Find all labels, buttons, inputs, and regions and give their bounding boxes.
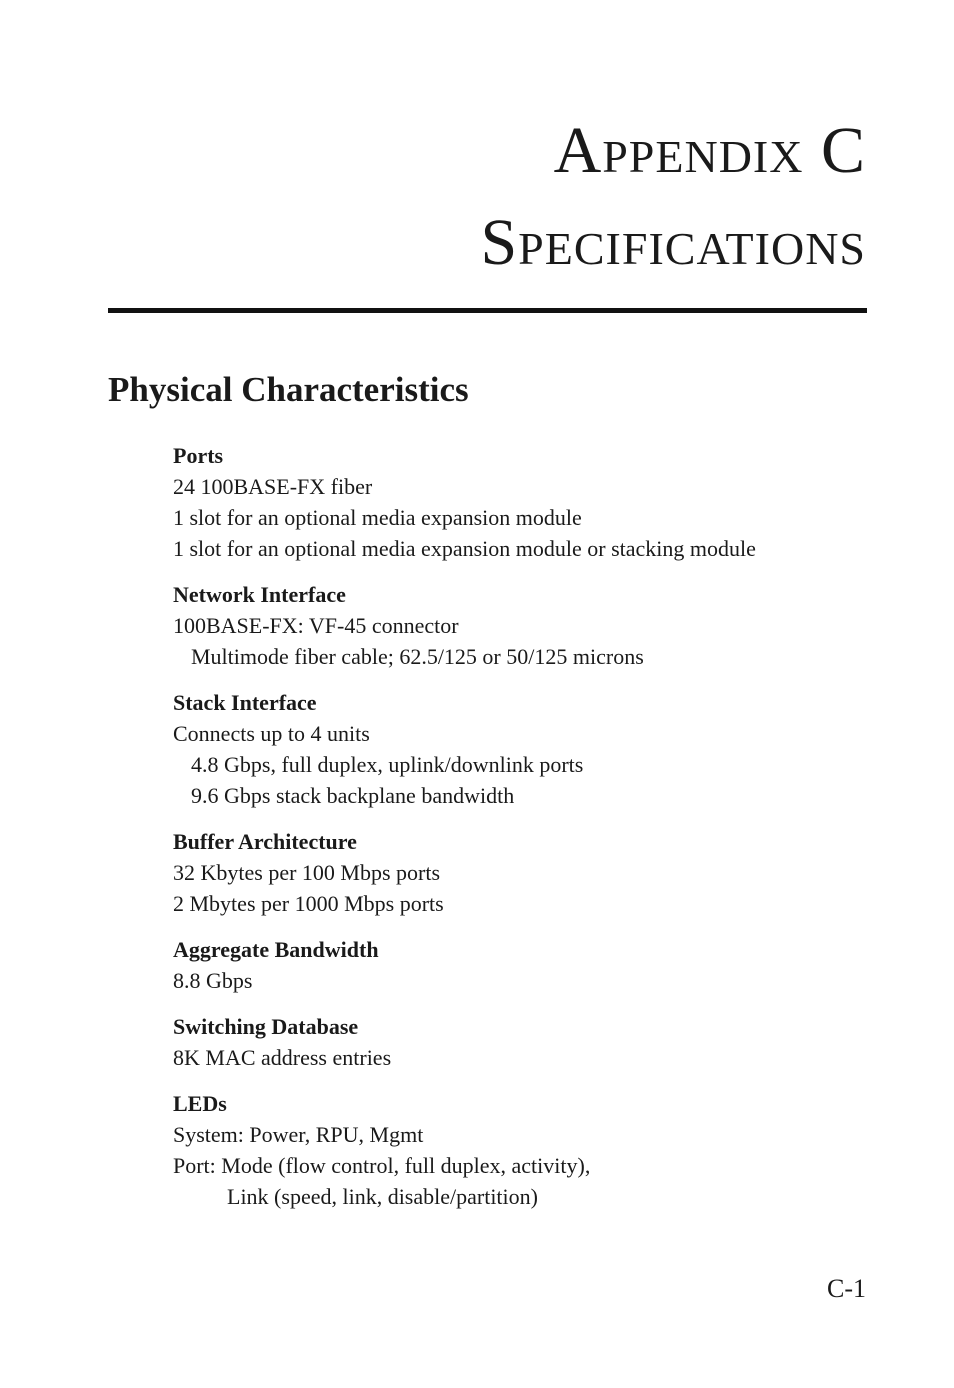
spec-line: 4.8 Gbps, full duplex, uplink/downlink ports: [191, 752, 584, 777]
spec-heading: LEDs: [173, 1091, 227, 1116]
spec-heading: Buffer Architecture: [173, 829, 357, 854]
spec-heading: Switching Database: [173, 1014, 359, 1039]
spec-block-leds: [173, 1088, 873, 1212]
spec-block-buffer-architecture: [173, 826, 873, 919]
spec-heading: Ports: [173, 443, 224, 468]
spec-heading: Network Interface: [173, 582, 346, 607]
spec-line: 8.8 Gbps: [173, 968, 253, 993]
spec-line: Multimode fiber cable; 62.5/125 or 50/125 microns: [191, 644, 644, 669]
spec-line: Link (speed, link, disable/partition): [227, 1184, 538, 1209]
page-number: C-1: [827, 1274, 866, 1303]
heading-rule: [108, 308, 867, 313]
spec-line: Connects up to 4 units: [173, 721, 370, 746]
spec-list: [173, 440, 873, 1227]
spec-line: 1 slot for an optional media expansion module or stacking module: [173, 536, 756, 561]
section-title: Physical Characteristics: [108, 370, 469, 409]
spec-line: Port: Mode (flow control, full duplex, activity),: [173, 1153, 591, 1178]
spec-line: System: Power, RPU, Mgmt: [173, 1122, 424, 1147]
spec-block-network-interface: [173, 579, 873, 672]
spec-line: 32 Kbytes per 100 Mbps ports: [173, 860, 441, 885]
chapter-heading: [480, 114, 866, 302]
chapter-title: Specifications: [480, 206, 866, 279]
spec-block-switching-database: [173, 1011, 873, 1073]
spec-line: 24 100BASE-FX fiber: [173, 474, 373, 499]
spec-line: 100BASE-FX: VF-45 connector: [173, 613, 459, 638]
spec-line: 2 Mbytes per 1000 Mbps ports: [173, 891, 444, 916]
spec-line: 8K MAC address entries: [173, 1045, 392, 1070]
spec-line: 9.6 Gbps stack backplane bandwidth: [191, 783, 515, 808]
spec-block-aggregate-bandwidth: [173, 934, 873, 996]
spec-block-stack-interface: [173, 687, 873, 811]
spec-heading: Stack Interface: [173, 690, 317, 715]
spec-heading: Aggregate Bandwidth: [173, 937, 379, 962]
spec-block-ports: [173, 440, 873, 564]
chapter-label: Appendix C: [553, 114, 866, 187]
spec-line: 1 slot for an optional media expansion module: [173, 505, 582, 530]
